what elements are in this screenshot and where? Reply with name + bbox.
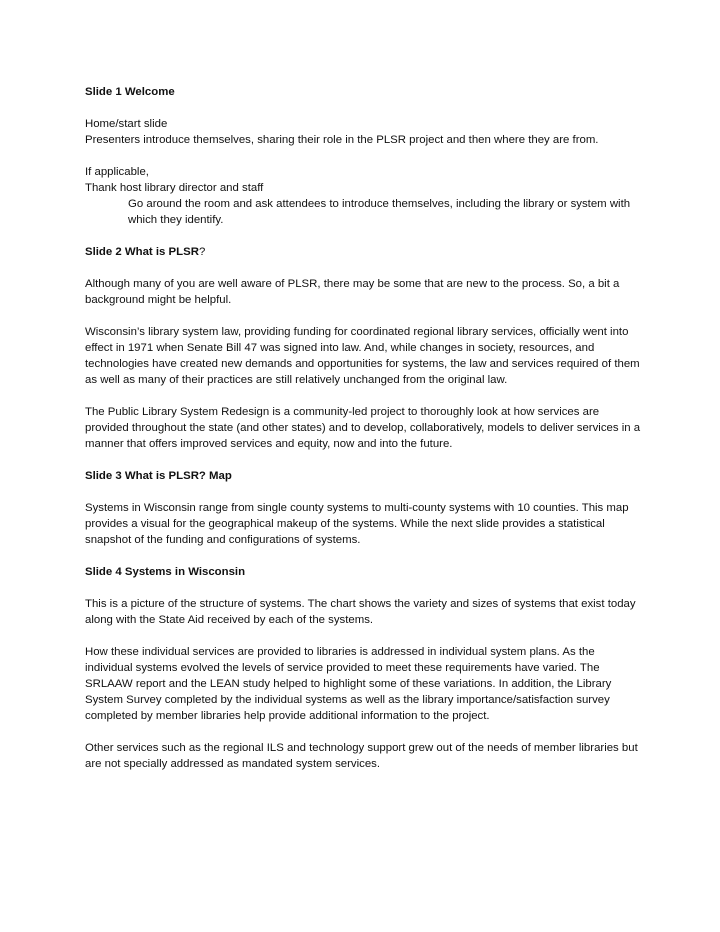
slide-1-host — [85, 164, 645, 228]
slide-2-heading-text: Slide 2 What is PLSR — [85, 246, 199, 258]
presenters-line: Presenters introduce themselves, sharing their role in the PLSR project and then where they are from. — [85, 134, 599, 146]
slide-4-heading: Slide 4 Systems in Wisconsin — [85, 566, 246, 578]
go-around-line: Go around the room and ask attendees to introduce themselves, including the library or system with which they identify. — [128, 198, 631, 226]
thank-host-line: Thank host library director and staff — [85, 182, 264, 194]
slide-3-heading: Slide 3 What is PLSR? Map — [85, 470, 232, 482]
slide-1-heading: Slide 1 Welcome — [85, 86, 175, 98]
if-applicable-line: If applicable, — [85, 166, 149, 178]
slide-1-intro — [85, 116, 645, 148]
slide-2-paragraph: The Public Library System Redesign is a community-led project to thoroughly look at how services are provided throughout the state (and other states) and to develop, collaboratively, models to deliver services in a manner that offers improved services and equity, now and into the future. — [85, 406, 641, 450]
slide-2-paragraph: Wisconsin’s library system law, providing funding for coordinated regional library services, officially went into effect in 1971 when Senate Bill 47 was signed into law. And, while changes in society, resources, and technologies have created new demands and opportunities for systems, the law and services required of them as well as many of their practices are still relatively unchanged from the original law. — [85, 326, 640, 386]
slide-2-heading — [85, 244, 645, 260]
slide-2-heading-suffix: ? — [198, 246, 206, 258]
slide-4-paragraph: How these individual services are provided to libraries is addressed in individual system plans. As the individual systems evolved the levels of service provided to meet these requirements have varied. The SRLAAW report and the LEAN study helped to highlight some of these variations. In addition, the Library System Survey completed by the individual systems as well as the library importance/satisfaction survey completed by member libraries help provide additional information to the project. — [85, 646, 612, 722]
home-start-line: Home/start slide — [85, 118, 168, 130]
slide-3-paragraph: Systems in Wisconsin range from single county systems to multi-county systems with 10 counties. This map provides a visual for the geographical makeup of the systems. While the next slide provides a statistical snapshot of the funding and configurations of systems. — [85, 502, 629, 546]
slide-4-paragraph: Other services such as the regional ILS and technology support grew out of the needs of member libraries but are not specially addressed as mandated system services. — [85, 742, 638, 770]
document-body — [85, 84, 645, 788]
slide-4-paragraph: This is a picture of the structure of systems. The chart shows the variety and sizes of systems that exist today along with the State Aid received by each of the systems. — [85, 598, 636, 626]
slide-2-paragraph: Although many of you are well aware of PLSR, there may be some that are new to the process. So, a bit a background might be helpful. — [85, 278, 620, 306]
